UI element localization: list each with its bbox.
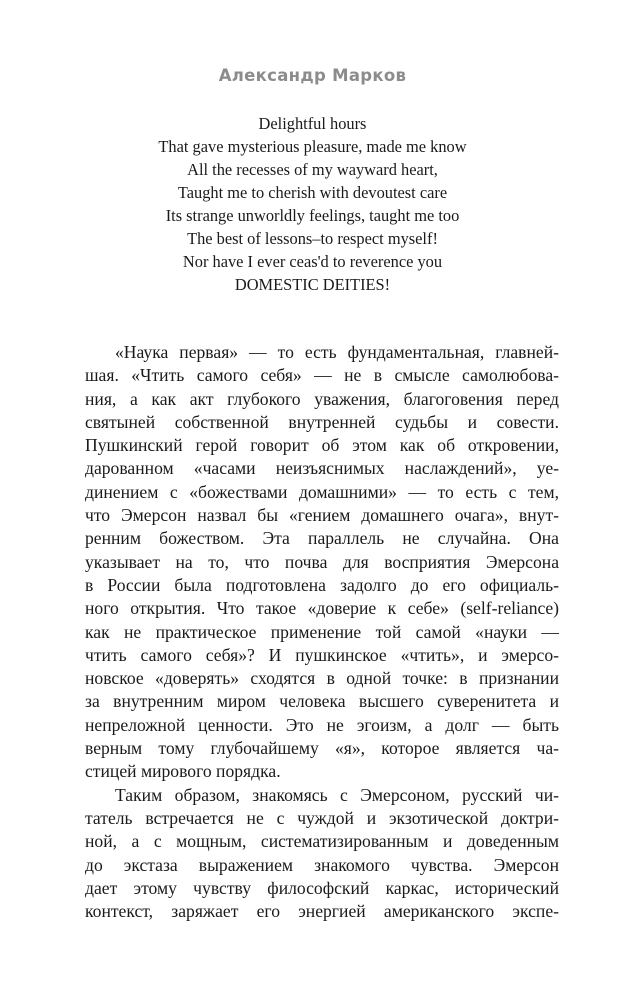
- verse-block: [0, 112, 625, 296]
- verse-line: The best of lessons–to respect myself!: [187, 229, 438, 248]
- paragraph-line: татель встречается не с чуждой и экзотической доктри-: [85, 807, 559, 828]
- paragraph-line: непреложной ценности. Это не эгоизм, а долг — быть: [85, 714, 559, 735]
- paragraph-line: до экстаза выражением знакомого чувства. Эмерсон: [85, 854, 559, 875]
- paragraph-line: в России была подготовлена задолго до его официаль-: [85, 574, 559, 595]
- paragraph-line: дает этому чувству философский каркас, исторический: [85, 877, 559, 898]
- paragraph-line: шая. «Чтить самого себя» — не в смысле самолюбова-: [85, 365, 559, 386]
- body-text: [85, 341, 559, 923]
- paragraph-line: верным тому глубочайшему «я», которое является ча-: [85, 738, 559, 759]
- paragraph-line: стицей мирового порядка.: [85, 761, 281, 782]
- paragraph-line: ного открытия. Что такое «доверие к себе» (self-reliance): [85, 598, 559, 619]
- paragraph-line: «Наука первая» — то есть фундаментальная, главней-: [115, 342, 559, 362]
- paragraph-line: дарованном «часами неизъяснимых наслаждений», уе-: [85, 458, 559, 479]
- paragraph-line: динением с «божествами домашними» — то есть с тем,: [85, 481, 559, 502]
- paragraph-line: указывает на то, что почва для восприятия Эмерсона: [85, 551, 559, 572]
- paragraph-line: новское «доверять» сходятся в одной точке: в признании: [85, 668, 559, 689]
- paragraph-line: контекст, заряжает его энергией американского экспе-: [85, 901, 559, 922]
- paragraph-line: ния, а как акт глубокого уважения, благоговения перед: [85, 388, 559, 409]
- paragraph-line: за внутренним миром человека высшего суверенитета и: [85, 691, 559, 712]
- verse-line: Delightful hours: [258, 114, 367, 133]
- verse-line: DOMESTIC DEITIES!: [234, 275, 391, 294]
- verse-line: All the recesses of my wayward heart,: [187, 160, 438, 179]
- running-head-author: Александр Марков: [218, 66, 407, 85]
- paragraph-line: что Эмерсон назвал бы «гением домашнего очага», внут-: [85, 505, 559, 526]
- paragraph-line: ной, а с мощным, систематизированным и доведенным: [85, 831, 559, 852]
- paragraph-line: ренним божеством. Эта параллель не случайна. Она: [85, 528, 559, 549]
- paragraph-line: как не практическое применение той самой «науки —: [85, 621, 559, 642]
- verse-line: Nor have I ever ceas'd to reverence you: [182, 252, 443, 271]
- verse-line: Taught me to cherish with devoutest care: [177, 183, 448, 202]
- paragraph-line: Пушкинский герой говорит об этом как об откровении,: [85, 435, 559, 456]
- paragraph-line: святыней собственной внутренней судьбы и совести.: [85, 411, 559, 432]
- verse-line: That gave mysterious pleasure, made me know: [158, 137, 467, 156]
- paragraph-line: чтить самого себя»? И пушкинское «чтить», и эмерсо-: [85, 644, 559, 665]
- paragraph-line: Таким образом, знакомясь с Эмерсоном, русский чи-: [115, 784, 559, 805]
- verse-line: Its strange unworldly feelings, taught me too: [165, 206, 460, 225]
